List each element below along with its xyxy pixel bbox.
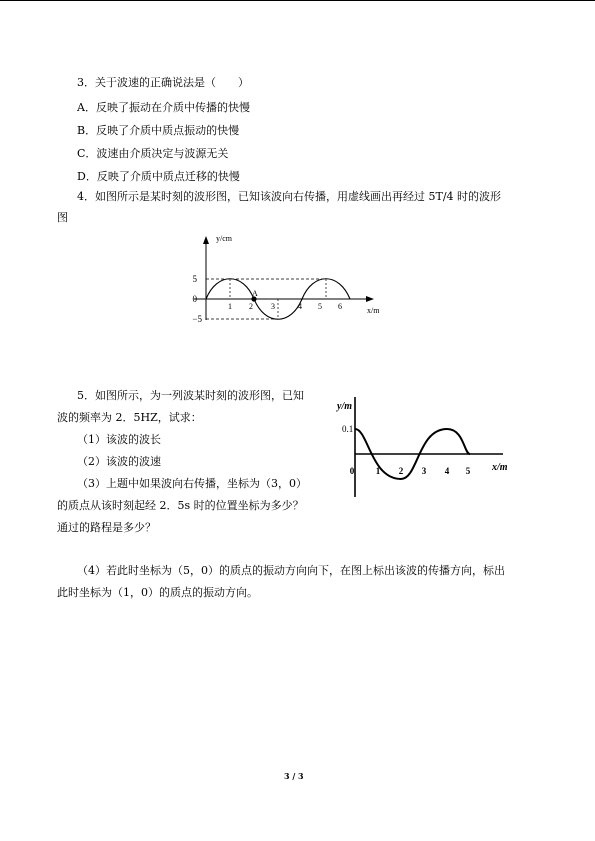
- q5-sub2: （2）该波的波速: [77, 455, 161, 468]
- q5-x-tick-5: 5: [465, 466, 471, 476]
- header-rule: [0, 0, 595, 1]
- q4-stem: 4．如图所示是某时刻的波形图，已知该波向右传播，用虚线画出再经过 5T/4 时的波形: [77, 190, 502, 203]
- q4-wave-figure: [180, 230, 380, 340]
- q4-point-a-label: A: [252, 289, 258, 298]
- page-number: 3 / 3: [284, 771, 304, 781]
- q5-y-tick: 0.1: [342, 424, 354, 434]
- q3-option-d: D．反映了介质中质点迁移的快慢: [77, 170, 240, 183]
- q4-x-tick-4: 4: [298, 302, 302, 311]
- q4-x-tick-5: 5: [318, 302, 322, 311]
- q3-option-b: B．反映了介质中质点振动的快慢: [77, 124, 240, 137]
- q5-x-tick-2: 2: [398, 466, 404, 476]
- q4-y-arrow: [203, 236, 209, 244]
- q4-stem-continued: 图: [57, 211, 68, 224]
- q4-y-tick-neg5: −5: [192, 314, 202, 324]
- q5-stem: 5．如图所示，为一列波某时刻的波形图，已知: [77, 389, 304, 402]
- q4-y-tick-5: 5: [192, 274, 197, 284]
- q5-sub3-continued-2: 通过的路程是多少？: [57, 521, 156, 534]
- q5-y-label: y/m: [337, 401, 352, 412]
- q5-origin-label: 0: [349, 466, 355, 476]
- q5-wave-figure: [335, 387, 515, 507]
- q5-stem-continued: 波的频率为 2．5HZ，试求：: [57, 411, 202, 424]
- q5-sub3-continued: 的质点从该时刻起经 2．5s 时的位置坐标为多少？: [57, 499, 304, 512]
- q5-sub4: （4）若此时坐标为（5，0）的质点的振动方向向下，在图上标出该波的传播方向，标出: [77, 564, 505, 577]
- q3-option-a: A．反映了振动在介质中传播的快慢: [77, 101, 250, 114]
- q5-sub3: （3）上题中如果波向右传播，坐标为（3，0）: [77, 477, 307, 490]
- q4-x-label: x/m: [367, 306, 380, 315]
- q4-x-tick-3: 3: [271, 302, 275, 311]
- q5-sub1: （1）该波的波长: [77, 433, 161, 446]
- q4-y-tick-0: 0: [192, 294, 197, 304]
- q5-x-tick-1: 1: [375, 466, 381, 476]
- q5-x-label: x/m: [492, 462, 508, 473]
- q4-x-tick-6: 6: [338, 302, 342, 311]
- q4-x-tick-2: 2: [249, 302, 253, 311]
- q4-y-label: y/cm: [216, 234, 232, 243]
- q4-x-arrow: [366, 296, 374, 302]
- q3-option-c: C．波速由介质决定与波源无关: [77, 147, 229, 160]
- q4-x-tick-1: 1: [228, 302, 232, 311]
- q5-x-tick-3: 3: [421, 466, 427, 476]
- q3-stem: 3．关于波速的正确说法是（ ）: [77, 76, 249, 89]
- q5-sub4-continued: 此时坐标为（1，0）的质点的振动方向。: [57, 586, 258, 599]
- q5-x-tick-4: 4: [444, 466, 450, 476]
